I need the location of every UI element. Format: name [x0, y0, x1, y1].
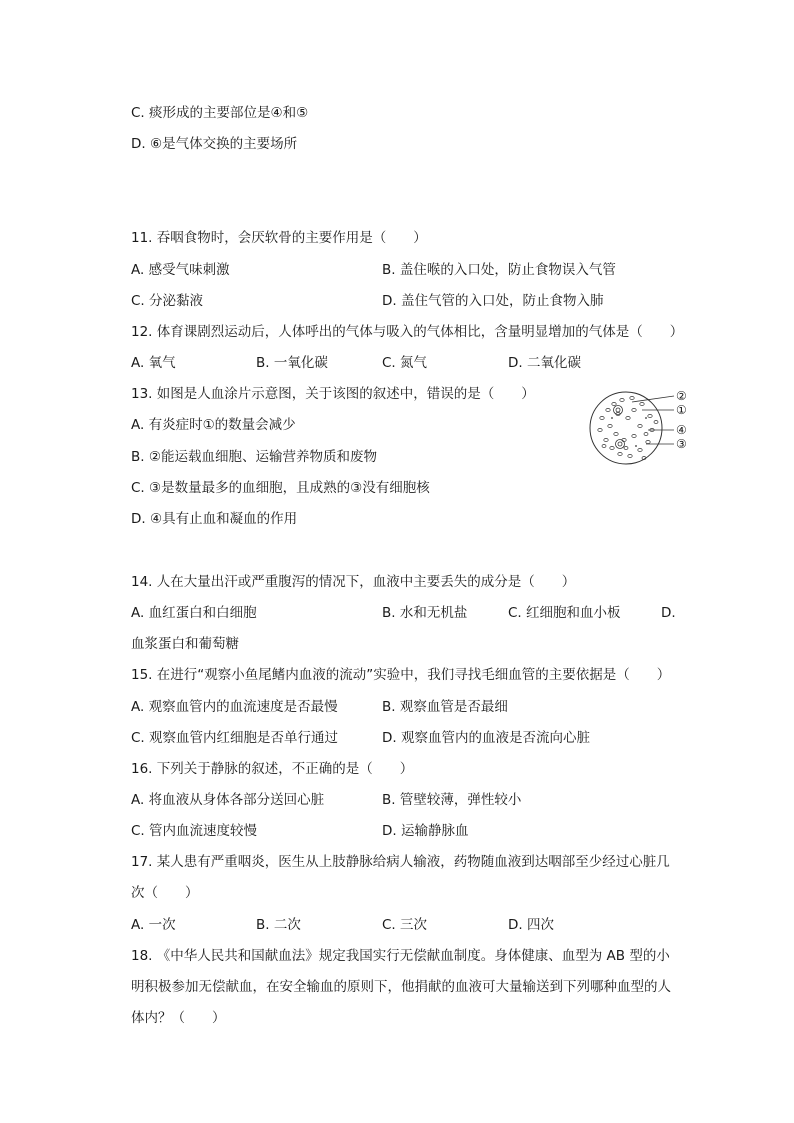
q15-option-a: A. 观察血管内的血流速度是否最慢	[131, 699, 338, 715]
q15-option-c: C. 观察血管内红细胞是否单行通过	[131, 730, 339, 746]
q18-stem-line1: 18. 《中华人民共和国献血法》规定我国实行无偿献血制度。身体健康、血型为 AB 型的小	[131, 948, 670, 964]
prev-option-c: C. 痰形成的主要部位是④和⑤	[131, 105, 309, 121]
q11-option-a: A. 感受气味刺激	[131, 262, 230, 278]
q14-option-a: A. 血红蛋白和白细胞	[131, 605, 257, 621]
platelets	[611, 417, 647, 447]
q17-option-a: A. 一次	[131, 917, 176, 933]
q16-stem: 16. 下列关于静脉的叙述，不正确的是（ ）	[131, 761, 414, 777]
q17-option-c: C. 三次	[382, 917, 428, 933]
q14-option-d-continued: 血浆蛋白和葡萄糖	[131, 636, 239, 652]
q14-option-d: D.	[661, 605, 676, 621]
q17-stem: 17. 某人患有严重咽炎，医生从上肢静脉给病人输液，药物随血液到达咽部至少经过心脏几	[131, 854, 670, 870]
q16-option-b: B. 管壁较薄，弹性较小	[382, 792, 522, 808]
q12-option-a: A. 氧气	[131, 355, 176, 371]
q15-stem: 15. 在进行“观察小鱼尾鳍内血液的流动”实验中，我们寻找毛细血管的主要依据是（ ）	[131, 667, 671, 683]
q17-stem-continued: 次（ ）	[131, 885, 199, 901]
red-blood-cells	[598, 396, 658, 459]
q16-option-d: D. 运输静脉血	[382, 823, 469, 839]
q18-stem-line2: 明积极参加无偿献血，在安全输血的原则下，他捐献的血液可大量输送到下列哪种血型的人	[131, 979, 671, 995]
q11-stem: 11. 吞咽食物时，会厌软骨的主要作用是（ ）	[131, 230, 427, 246]
diagram-label-3: ③	[676, 437, 687, 451]
q15-option-d: D. 观察血管内的血液是否流向心脏	[382, 730, 590, 746]
q16-option-a: A. 将血液从身体各部分送回心脏	[131, 792, 325, 808]
q11-option-b: B. 盖住喉的入口处，防止食物误入气管	[382, 262, 616, 278]
q12-option-b: B. 一氧化碳	[256, 355, 328, 371]
q16-option-c: C. 管内血流速度较慢	[131, 823, 258, 839]
q18-stem-line3: 体内？（ ）	[131, 1010, 226, 1026]
pointer-lines	[632, 396, 674, 444]
q14-option-c: C. 红细胞和血小板	[508, 605, 621, 621]
q11-option-d: D. 盖住气管的入口处，防止食物入肺	[382, 293, 604, 309]
q13-option-a: A. 有炎症时①的数量会减少	[131, 417, 296, 433]
q14-stem: 14. 人在大量出汗或严重腹泻的情况下，血液中主要丢失的成分是（ ）	[131, 574, 576, 590]
q13-option-d: D. ④具有止血和凝血的作用	[131, 511, 298, 527]
q14-option-b: B. 水和无机盐	[382, 605, 468, 621]
q13-option-c: C. ③是数量最多的血细胞，且成熟的③没有细胞核	[131, 480, 430, 496]
q12-option-c: C. 氮气	[382, 355, 428, 371]
q17-option-b: B. 二次	[256, 917, 301, 933]
diagram-label-1: ①	[676, 403, 687, 417]
smear-outline	[590, 392, 662, 464]
diagram-label-2: ②	[676, 389, 687, 403]
q11-option-c: C. 分泌黏液	[131, 293, 204, 309]
q13-stem: 13. 如图是人血涂片示意图，关于该图的叙述中，错误的是（ ）	[131, 386, 535, 402]
diagram-label-4: ④	[676, 423, 687, 437]
q12-stem: 12. 体育课剧烈运动后，人体呼出的气体与吸入的气体相比，含量明显增加的气体是（ ）	[131, 324, 684, 340]
blood-smear-diagram	[588, 388, 698, 470]
q17-option-d: D. 四次	[508, 917, 554, 933]
q15-option-b: B. 观察血管是否最细	[382, 699, 508, 715]
white-blood-cells	[614, 406, 625, 449]
q12-option-d: D. 二氧化碳	[508, 355, 581, 371]
prev-option-d: D. ⑥是气体交换的主要场所	[131, 136, 298, 152]
q13-option-b: B. ②能运载血细胞、运输营养物质和废物	[131, 449, 377, 465]
